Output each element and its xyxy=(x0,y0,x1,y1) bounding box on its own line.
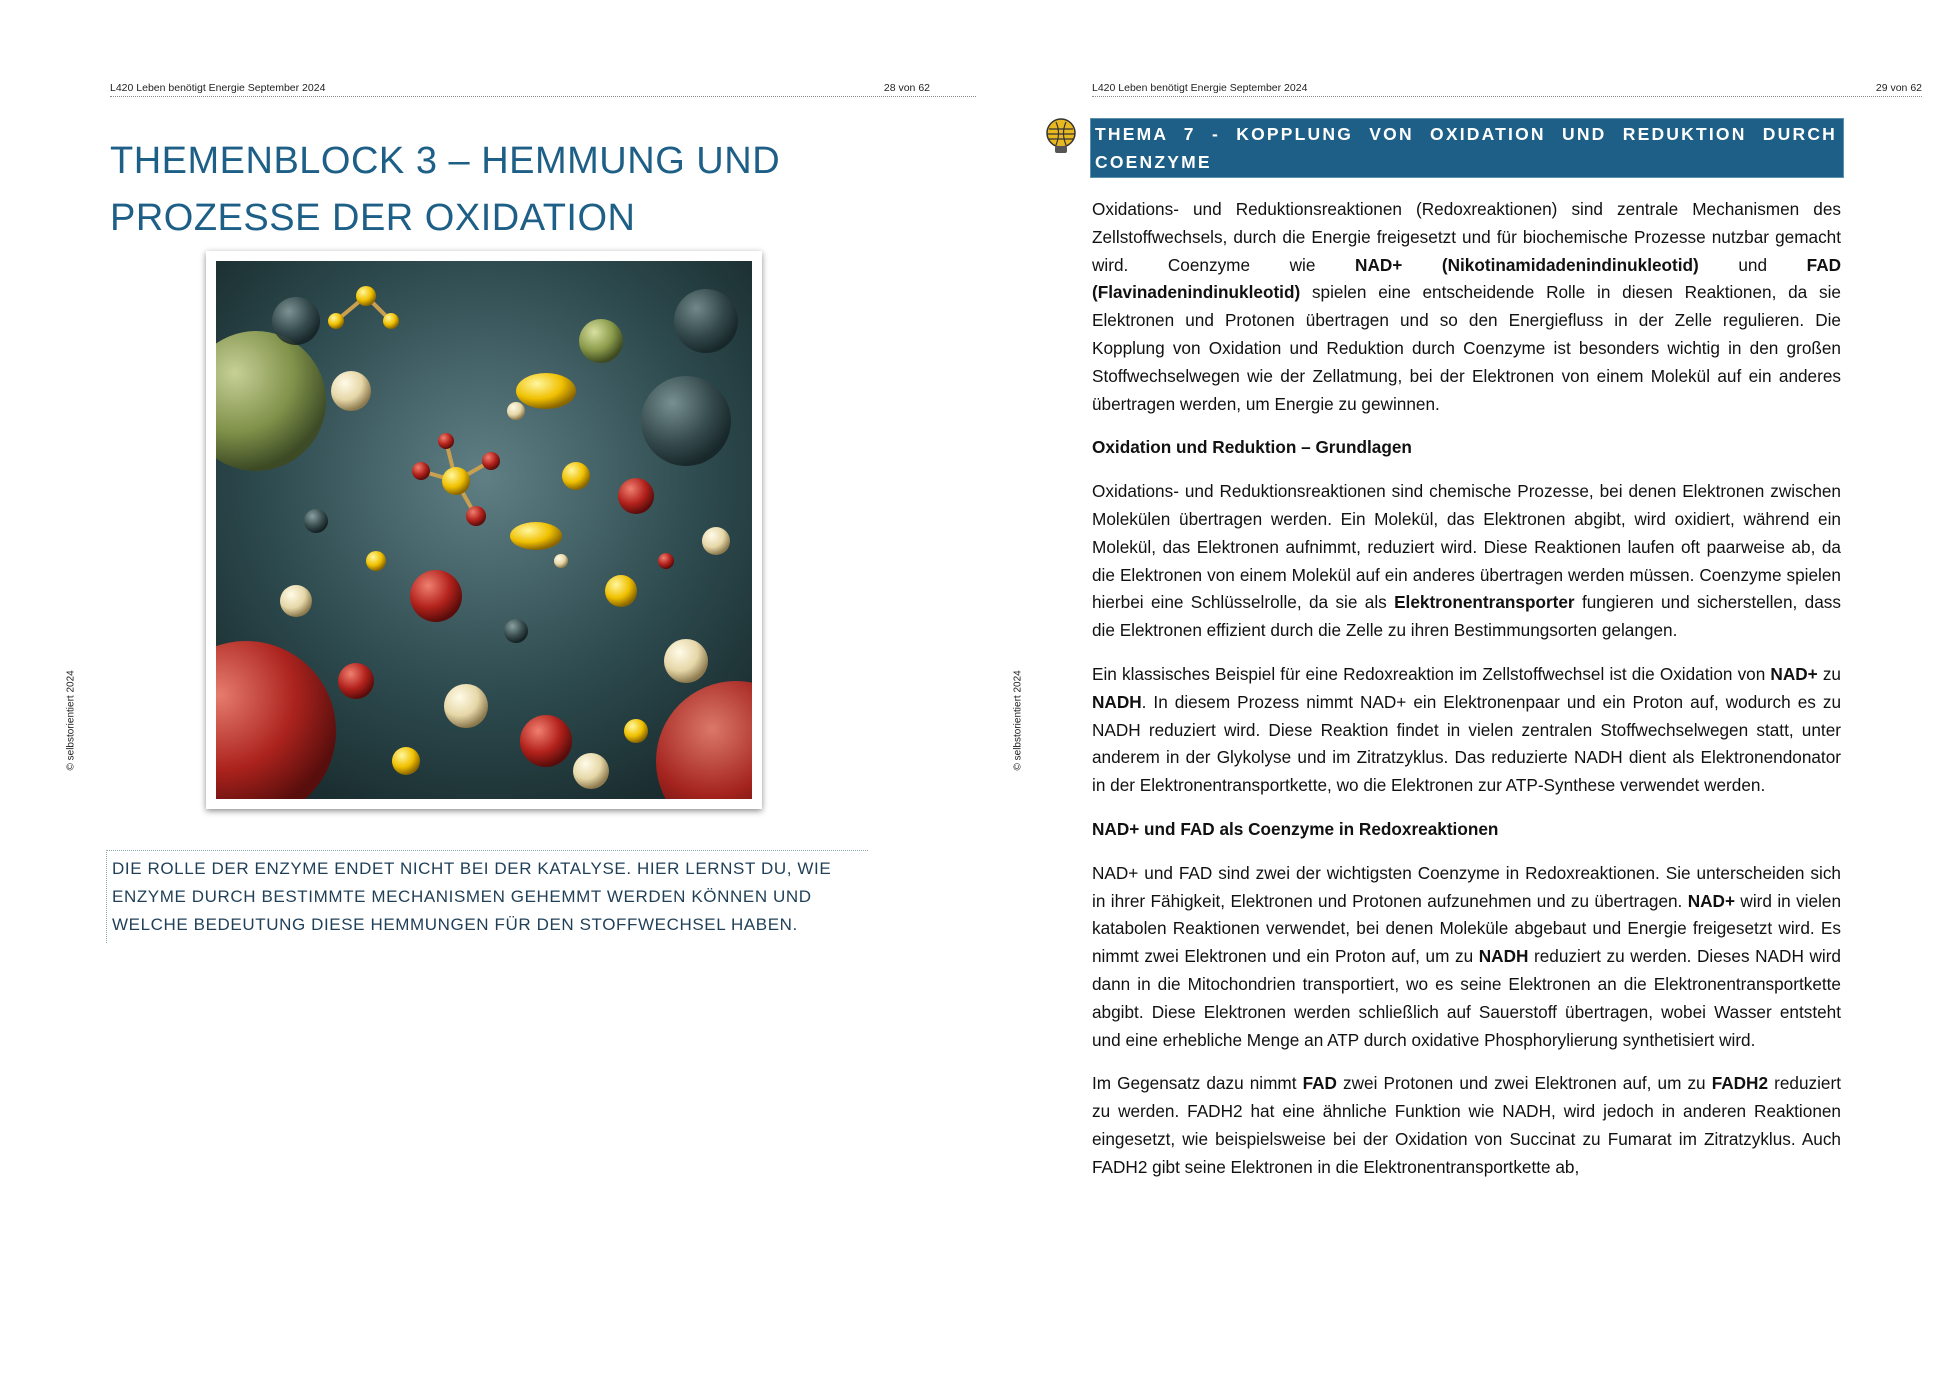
molecules-illustration xyxy=(206,251,762,809)
subheading-coenzyme: NAD+ und FAD als Coenzyme in Redoxreaktionen xyxy=(1092,818,1499,839)
bold-term: NAD+ xyxy=(1687,890,1736,911)
text-run: reduziert zu werden. FADH2 hat eine ähnliche Funktion wie NADH, wird jedoch in anderen Reaktionen eingesetzt, wie beispielsweise bei der Oxidation von Succinat zu Fumarat im Zitratzyklus. Auch FADH2 gibt seine Elektronen in die Elektronentransportkette ab, xyxy=(1092,1073,1841,1177)
copyright-side-text: © selbstorientiert 2024 xyxy=(1012,670,1024,771)
page-number: 29 von 62 xyxy=(1875,82,1922,94)
block-title-line2: PROZESSE DER OXIDATION xyxy=(110,197,636,240)
paragraph-fad xyxy=(1092,1070,1841,1181)
block-title xyxy=(110,133,870,247)
text-run: fungieren und sicherstellen, dass die Elektronen effizient durch die Zelle zu ihren Bestimmungsorten gelangen. xyxy=(1092,592,1841,641)
subheading-grundlagen: Oxidation und Reduktion – Grundlagen xyxy=(1092,437,1412,458)
bold-term: FADH2 xyxy=(1711,1073,1769,1094)
header-title: L420 Leben benötigt Energie September 2024 xyxy=(1092,82,1308,94)
text-run: und xyxy=(1698,254,1807,275)
header-title: L420 Leben benötigt Energie September 2024 xyxy=(110,82,326,94)
text-run: zu xyxy=(1817,663,1841,684)
page-header xyxy=(1092,80,1922,97)
text-run: Oxidations- und Reduktionsreaktionen (Redoxreaktionen) sind zentrale Mechanismen des Zellstoffwechsels, durch die Energie freigesetzt und für biochemische Prozesse nutzbar gemacht wird. Coenzyme wie xyxy=(1092,199,1841,275)
bold-term: NAD+ (Nikotinamidadenindinukleotid) xyxy=(1355,254,1699,275)
page-header xyxy=(110,80,976,97)
bold-term: FAD (Flavinadenindinukleotid) xyxy=(1092,254,1842,303)
text-run: Oxidations- und Reduktionsreaktionen sind chemische Prozesse, bei denen Elektronen zwischen Molekülen übertragen werden. Ein Molekül, das Elektronen abgibt, wird oxidiert, während ein Molekül, das Elektronen aufnimmt, reduziert wird. Diese Reaktionen laufen oft paarweise ab, da die Elektronen von einem Molekül auf ein anderes übertragen werden müssen. Coenzyme spielen hierbei eine Schlüsselrolle, da sie als xyxy=(1092,481,1841,613)
text-run: NAD+ und FAD sind zwei der wichtigsten Coenzyme in Redoxreaktionen. Sie unterscheiden sich in ihrer Fähigkeit, Elektronen und Protonen aufzunehmen und zu übertragen. xyxy=(1092,862,1841,911)
paragraph-beispiel xyxy=(1092,661,1841,800)
page-number: 28 von 62 xyxy=(883,82,930,94)
copyright-side-text: © selbstorientiert 2024 xyxy=(65,670,77,771)
text-run: . In diesem Prozess nimmt NAD+ ein Elektronenpaar und ein Proton auf, wodurch es zu NADH reduziert wird. Diese Reaktion findet in vielen zentralen Stoffwechselwegen statt, unter anderem in der Glykolyse und im Zitratzyklus. Das reduzierte NADH dient als Elektronendonator in der Elektronentransportkette, wo die Elektronen zur ATP-Synthese verwendet werden. xyxy=(1092,691,1841,796)
text-run: Ein klassisches Beispiel für eine Redoxreaktion im Zellstoffwechsel ist die Oxidation von xyxy=(1092,663,1771,684)
bold-term: NADH xyxy=(1478,946,1529,967)
lightbulb-icon xyxy=(1044,118,1078,156)
molecules-image xyxy=(216,261,752,799)
thema-body xyxy=(1092,196,1841,1198)
right-page xyxy=(971,0,1942,1375)
bold-term: Elektronentransporter xyxy=(1394,592,1575,613)
text-run: wird in vielen katabolen Reaktionen verwendet, bei denen Moleküle abgebaut und Energie freigesetzt wird. Es nimmt zwei Elektronen und ein Proton auf, um zu xyxy=(1092,890,1842,967)
text-run: Im Gegensatz dazu nimmt xyxy=(1092,1073,1303,1094)
bold-term: NADH xyxy=(1092,691,1142,712)
paragraph-coenzyme xyxy=(1092,860,1841,1055)
text-run: spielen eine entscheidende Rolle in diesen Reaktionen, da sie Elektronen und Protonen übertragen und so den Energiefluss in der Zelle regulieren. Die Kopplung von Oxidation und Reduktion durch Coenzyme ist besonders wichtig in den großen Stoffwechselwegen wie der Zellatmung, bei der Elektronen von einem Molekül auf ein anderes übertragen werden, um Energie zu gewinnen. xyxy=(1092,282,1841,414)
bold-term: FAD xyxy=(1302,1073,1337,1094)
thema-title: THEMA 7 - KOPPLUNG VON OXIDATION UND REDUKTION DURCH COENZYME xyxy=(1090,118,1844,178)
bold-term: NAD+ xyxy=(1770,663,1818,684)
block-intro-text: DIE ROLLE DER ENZYME ENDET NICHT BEI DER KATALYSE. HIER LERNST DU, WIE ENZYME DURCH BESTIMMTE MECHANISMEN GEHEMMT WERDEN KÖNNEN UND WELCHE BEDEUTUNG DIESE HEMMUNGEN FÜR DEN STOFFWECHSEL HABEN. xyxy=(106,850,868,943)
block-title-line1: THEMENBLOCK 3 – HEMMUNG UND xyxy=(110,140,781,183)
paragraph-grundlagen xyxy=(1092,478,1841,645)
text-run: reduziert zu werden. Dieses NADH wird dann in die Mitochondrien transportiert, wo es seine Elektronen an die Elektronentransportkette abgibt. Diese Elektronen werden schließlich auf Sauerstoff übertragen, wobei Wasser entsteht und eine erhebliche Menge an ATP durch oxidative Phosphorylierung synthetisiert wird. xyxy=(1092,946,1841,1050)
paragraph-intro xyxy=(1092,196,1841,418)
text-run: zwei Protonen und zwei Elektronen auf, um zu xyxy=(1336,1073,1712,1094)
